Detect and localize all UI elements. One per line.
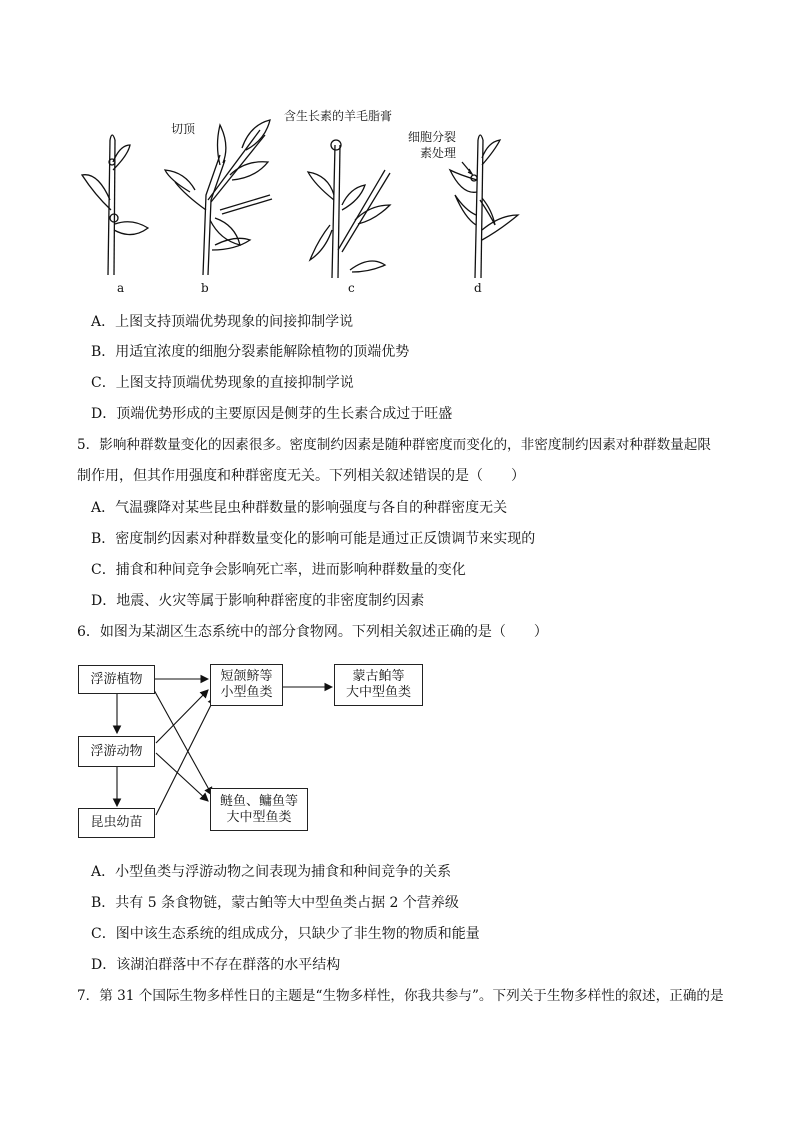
q4-option-b: B．用适宜浓度的细胞分裂素能解除植物的顶端优势 — [91, 344, 410, 360]
cytokinin-label-1: 细胞分裂 — [408, 130, 457, 144]
panel-label-d: d — [474, 281, 482, 295]
plant-a-drawing — [82, 135, 148, 275]
q5-stem-line1: 5．影响种群数量变化的因素很多。密度制约因素是随种群密度而变化的，非密度制约因素对种群数量起限 — [77, 437, 711, 453]
q5-option-b: B．密度制约因素对种群数量变化的影响可能是通过正反馈调节来实现的 — [91, 531, 536, 547]
cytokinin-label-2: 素处理 — [420, 146, 457, 160]
phytoplankton-box — [78, 665, 155, 694]
plant-c-drawing — [308, 140, 390, 278]
small-fish-label-2: 小型鱼类 — [220, 685, 273, 700]
plant-d-drawing — [450, 135, 518, 278]
zooplankton-box — [78, 736, 155, 767]
mongolian-fish-label-1: 蒙古鲌等 — [352, 669, 405, 684]
q5-stem-line2: 制作用，但其作用强度和种群密度无关。下列相关叙述错误的是（ ） — [77, 468, 525, 484]
small-fish-label-1: 短颌鲚等 — [220, 669, 273, 684]
q6-option-d: D．该湖泊群落中不存在群落的水平结构 — [91, 957, 341, 973]
silver-carp-label-1: 鲢鱼、鳙鱼等 — [219, 793, 298, 809]
q4-option-c: C．上图支持顶端优势现象的直接抑制学说 — [91, 375, 354, 391]
zooplankton-label: 浮游动物 — [90, 743, 143, 759]
silver-carp-box — [210, 788, 308, 831]
q6-option-c: C．图中该生态系统的组成成分，只缺少了非生物的物质和能量 — [91, 926, 480, 942]
insect-larvae-box — [78, 808, 155, 838]
insect-larvae-label: 昆虫幼苗 — [90, 815, 143, 830]
phytoplankton-label: 浮游植物 — [90, 671, 143, 687]
silver-carp-label-2: 大中型鱼类 — [226, 809, 292, 825]
panel-label-b: b — [201, 281, 209, 295]
panel-label-a: a — [117, 281, 125, 295]
cut-top-label: 切顶 — [171, 122, 196, 136]
q6-stem: 6．如图为某湖区生态系统中的部分食物网。下列相关叙述正确的是（ ） — [77, 624, 548, 640]
q6-option-a: A．小型鱼类与浮游动物之间表现为捕食和种间竞争的关系 — [91, 864, 452, 880]
q7-stem: 7．第 31 个国际生物多样性日的主题是“生物多样性，你我共参与”。下列关于生物多样性的叙述，正确的是 — [77, 988, 724, 1004]
plant-b-drawing — [165, 120, 272, 275]
lanolin-label: 含生长素的羊毛脂膏 — [284, 109, 393, 123]
q5-option-a: A．气温骤降对某些昆虫种群数量的影响强度与各自的种群密度无关 — [91, 500, 508, 516]
q5-option-d: D．地震、火灾等属于影响种群密度的非密度制约因素 — [91, 593, 425, 609]
small-fish-box — [210, 664, 283, 706]
plant-figure — [70, 100, 540, 300]
q4-option-a: A．上图支持顶端优势现象的间接抑制学说 — [91, 314, 354, 330]
q4-option-d: D．顶端优势形成的主要原因是侧芽的生长素合成过于旺盛 — [91, 406, 453, 422]
panel-label-c: c — [348, 281, 355, 295]
q5-option-c: C．捕食和种间竞争会影响死亡率，进而影响种群数量的变化 — [91, 562, 466, 578]
mongolian-fish-label-2: 大中型鱼类 — [345, 685, 411, 700]
mongolian-fish-box — [334, 664, 423, 706]
q6-option-b: B．共有 5 条食物链，蒙古鲌等大中型鱼类占据 2 个营养级 — [91, 895, 459, 911]
